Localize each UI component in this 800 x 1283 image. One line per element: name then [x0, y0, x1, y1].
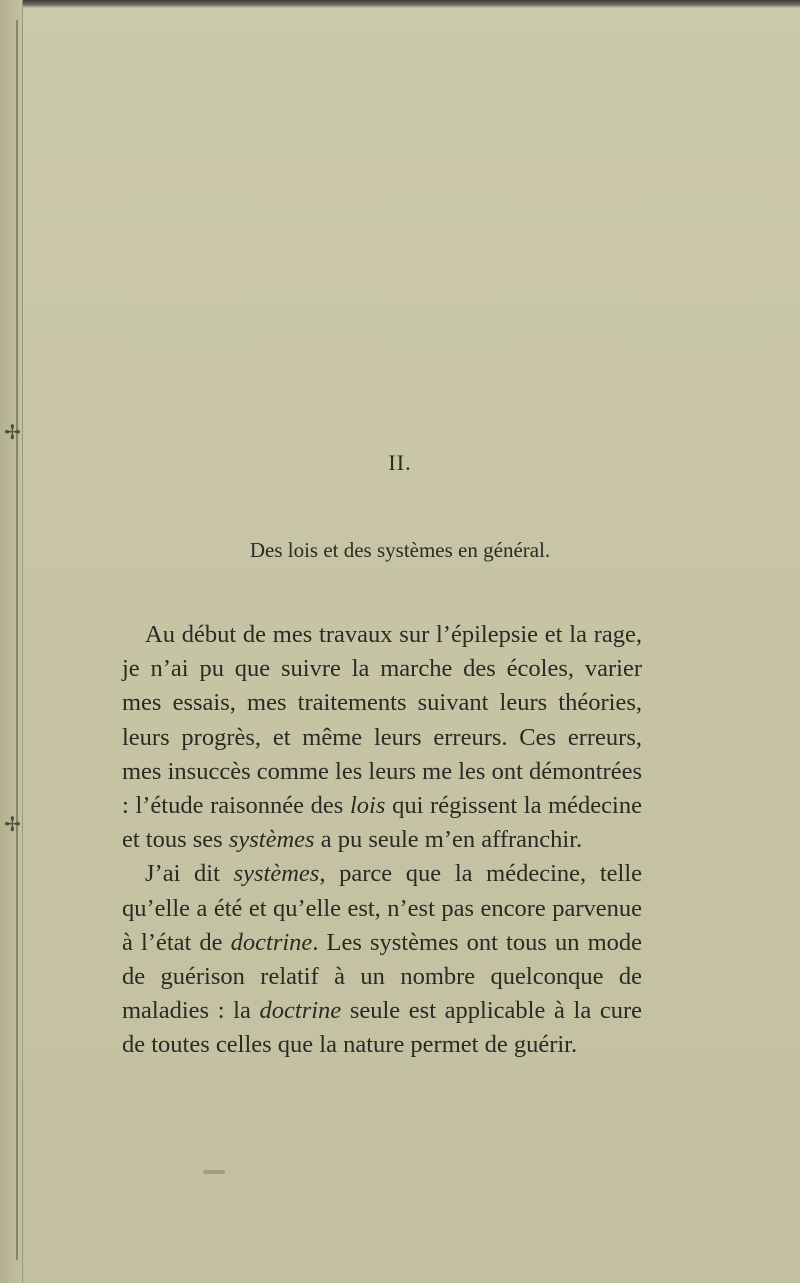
italic-term: doctrine: [259, 997, 342, 1025]
binding-line: [16, 20, 18, 1260]
italic-term: systèmes: [228, 826, 315, 854]
body-text: [122, 618, 642, 1063]
italic-term: lois: [350, 792, 386, 820]
bleed-through-text: [120, 160, 660, 640]
margin-mark: ✢: [4, 814, 21, 836]
ink-stain: [203, 1170, 225, 1174]
italic-term: doctrine: [230, 928, 313, 956]
paragraph: Au début de mes travaux sur l’épilepsie et la rage, je n’ai pu que suivre la marche des écoles, varier mes essais, mes traitements suivant leurs théories, leurs progrès, et même leurs erreurs. Ces erreurs, mes insuccès comme les leurs me les ont démontrées : l’étude raisonnée des lois qui régissent la médecine et tous ses systèmes a pu seule m’en affranchir.: [122, 621, 642, 854]
paragraph: J’ai dit systèmes, parce que la médecine, telle qu’elle a été et qu’elle est, n’est pas encore parvenue à l’état de doctrine. Les systèmes ont tous un mode de guérison relatif à un nombre quelconque de maladies : la doctrine seule est applicable à la cure de toutes celles que la nature permet de guérir.: [122, 860, 643, 1059]
page-gutter: [0, 0, 23, 1283]
section-number: II.: [388, 450, 412, 475]
margin-mark: ✢: [4, 422, 21, 444]
italic-term: systèmes: [233, 860, 320, 888]
page-top-edge: [0, 0, 800, 8]
section-title: Des lois et des systèmes en général.: [249, 538, 551, 562]
